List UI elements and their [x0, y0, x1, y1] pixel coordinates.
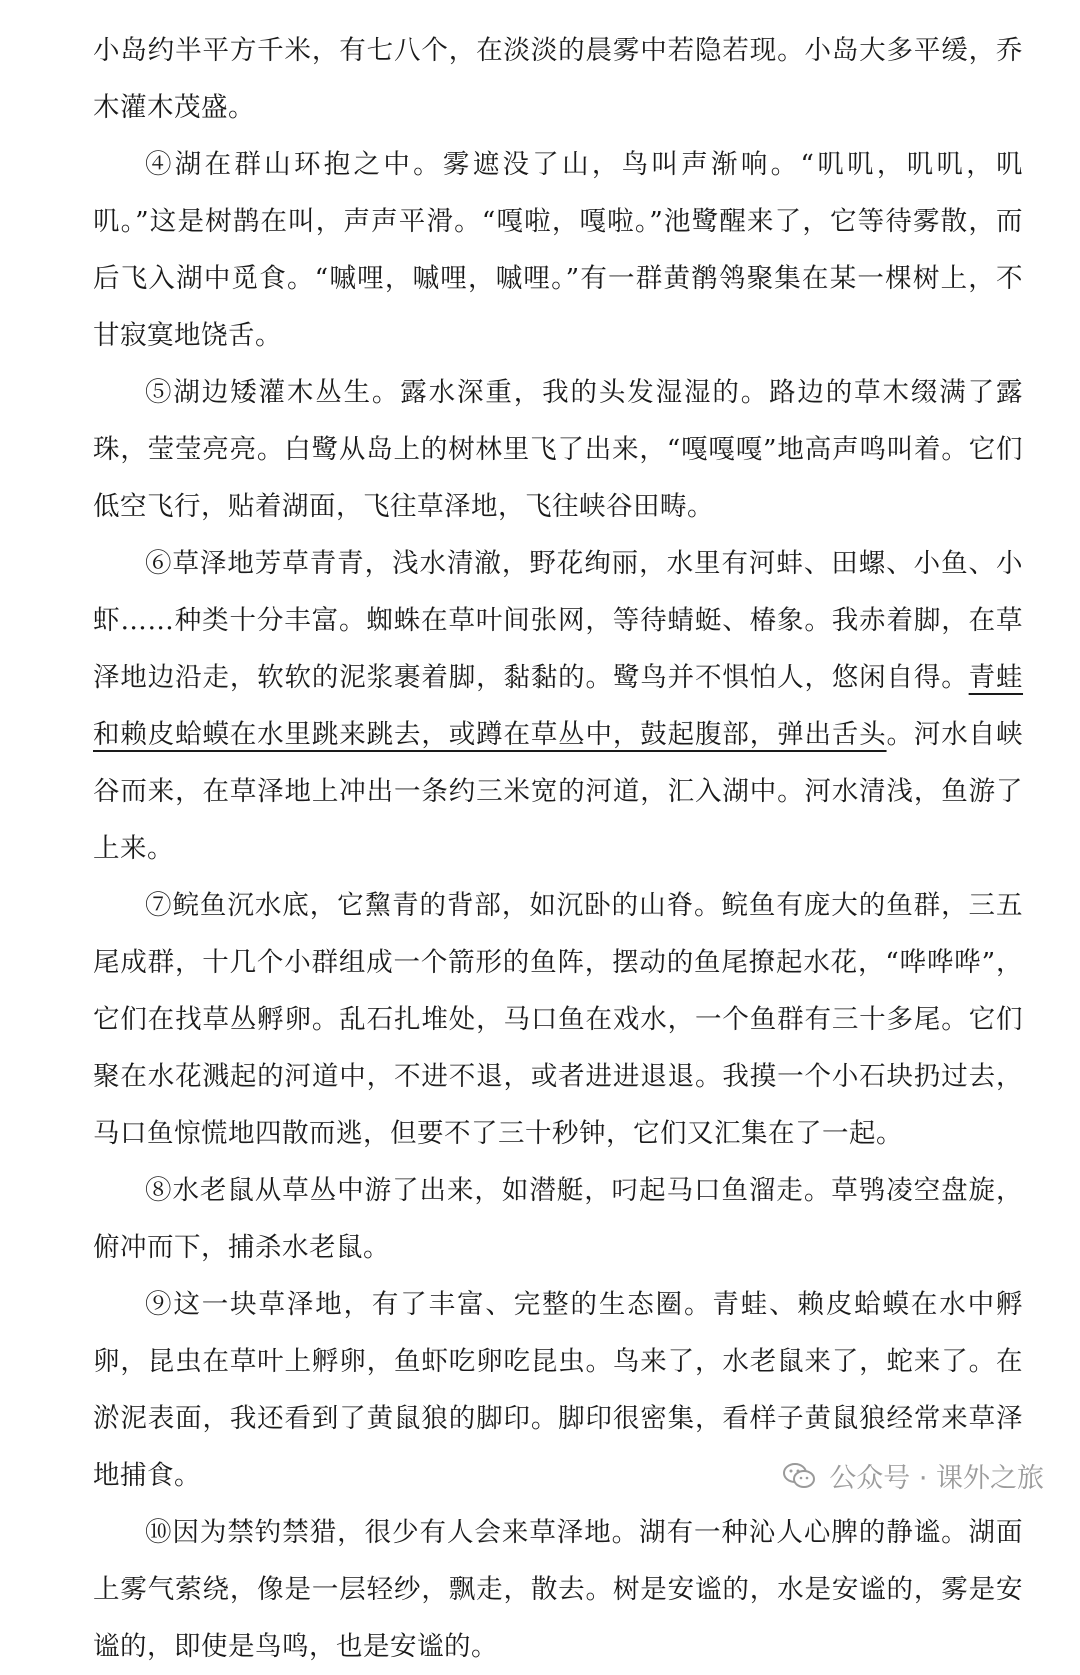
watermark — [781, 1456, 1044, 1495]
wechat-icon — [781, 1458, 817, 1494]
paragraph-5: ⑤湖边矮灌木丛生。露水深重，我的头发湿湿的。路边的草木缀满了露珠，莹莹亮亮。白鹭从岛上的树林里飞了出来，“嘎嘎嘎”地高声鸣叫着。它们低空飞行，贴着湖面，飞往草泽地，飞往峡谷田畴。 — [93, 377, 1023, 522]
paragraph-9: ⑨这一块草泽地，有了丰富、完整的生态圈。青蛙、赖皮蛤蟆在水中孵卵，昆虫在草叶上孵卵，鱼虾吃卵吃昆虫。鸟来了，水老鼠来了，蛇来了。在淤泥表面，我还看到了黄鼠狼的脚印。脚印很密集，看样子黄鼠狼经常来草泽地捕食。 — [93, 1289, 1023, 1491]
paragraph-8: ⑧水老鼠从草丛中游了出来，如潜艇，叼起马口鱼溜走。草鸮凌空盘旋，俯冲而下，捕杀水老鼠。 — [93, 1175, 1023, 1263]
paragraph-4: ④湖在群山环抱之中。雾遮没了山，鸟叫声渐响。“叽叽，叽叽，叽叽。”这是树鹊在叫，声声平滑。“嘎啦，嘎啦。”池鹭醒来了，它等待雾散，而后飞入湖中觅食。“嘁哩，嘁哩，嘁哩。”有一群黄鹡鸰聚集在某一棵树上，不甘寂寞地饶舌。 — [93, 149, 1023, 351]
underlined-sentence: 青蛙和赖皮蛤蟆在水里跳来跳去，或蹲在草丛中，鼓起腹部，弹出舌头 — [93, 662, 1024, 750]
article-body — [93, 22, 1023, 1675]
paragraph-6 — [93, 535, 1023, 877]
watermark-text: 公众号 · 课外之旅 — [829, 1463, 1044, 1494]
paragraph-7: ⑦鲩鱼沉水底，它黧青的背部，如沉卧的山脊。鲩鱼有庞大的鱼群，三五尾成群，十几个小群组成一个箭形的鱼阵，摆动的鱼尾撩起水花，“哗哗哗”，它们在找草丛孵卵。乱石扎堆处，马口鱼在戏水，一个鱼群有三十多尾。它们聚在水花溅起的河道中，不进不退，或者进进退退。我摸一个小石块扔过去，马口鱼惊慌地四散而逃，但要不了三十秒钟，它们又汇集在了一起。 — [93, 890, 1023, 1149]
paragraph-6-after: 。河水自峡谷而来，在草泽地上冲出一条约三米宽的河道，汇入湖中。河水清浅，鱼游了上来。 — [93, 719, 1024, 864]
paragraph-6-before: ⑥草泽地芳草青青，浅水清澈，野花绚丽，水里有河蚌、田螺、小鱼、小虾……种类十分丰富。蜘蛛在草叶间张网，等待蜻蜓、椿象。我赤着脚，在草泽地边沿走，软软的泥浆裹着脚，黏黏的。鹭鸟并不惧怕人，悠闲自得。 — [93, 548, 1023, 693]
paragraph-continued: 小岛约半平方千米，有七八个，在淡淡的晨雾中若隐若现。小岛大多平缓，乔木灌木茂盛。 — [93, 35, 1023, 123]
paragraph-10: ⑩因为禁钓禁猎，很少有人会来草泽地。湖有一种沁人心脾的静谧。湖面上雾气萦绕，像是一层轻纱，飘走，散去。树是安谧的，水是安谧的，雾是安谧的，即使是鸟鸣，也是安谧的。 — [93, 1517, 1023, 1662]
